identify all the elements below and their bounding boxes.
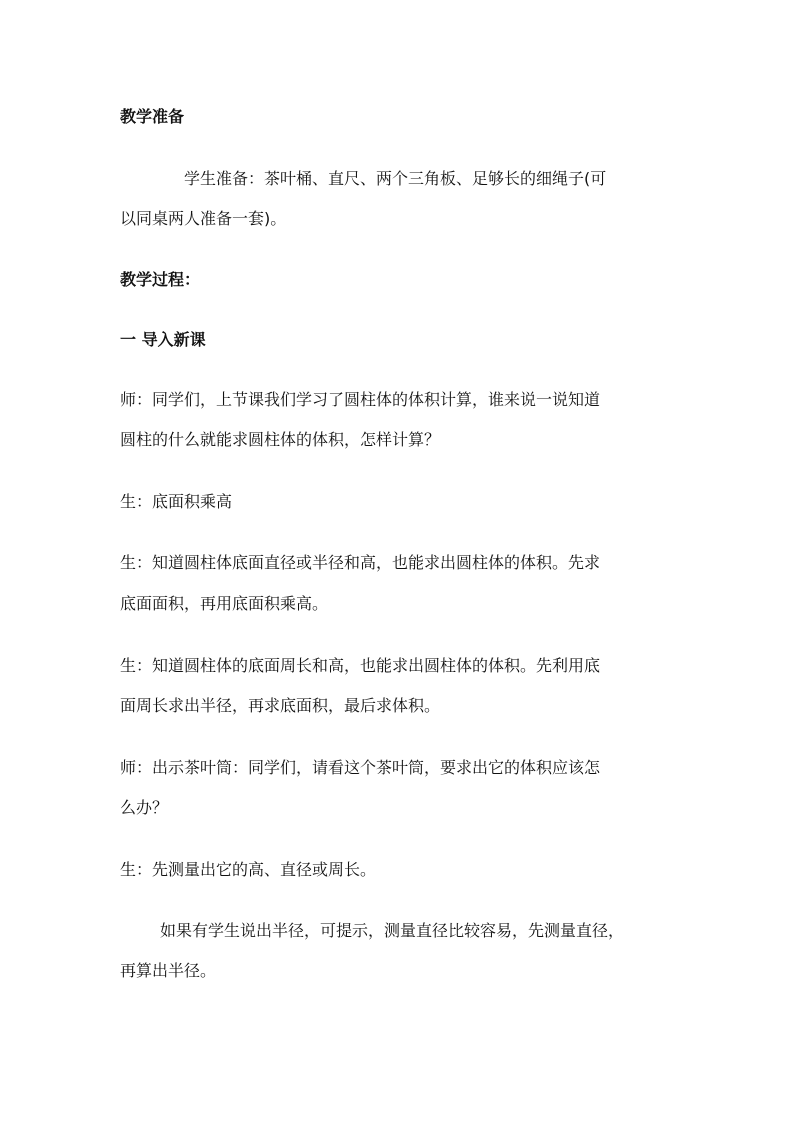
- paragraph-teacher-2-line-1: 师：出示茶叶筒：同学们，请看这个茶叶筒，要求出它的体积应该怎: [120, 758, 601, 777]
- paragraph-student-3-line-2: 面周长求出半径，再求底面积，最后求体积。: [120, 696, 441, 715]
- paragraph-teacher-1-line-1: 师：同学们，上节课我们学习了圆柱体的体积计算，谁来说一说知道: [120, 390, 601, 409]
- section-heading-intro: 一 导入新课: [120, 330, 206, 349]
- paragraph-student-2-line-1: 生：知道圆柱体底面直径或半径和高，也能求出圆柱体的体积。先求: [120, 553, 601, 572]
- prep-text-line-1: 学生准备：茶叶桶、直尺、两个三角板、足够长的细绳子(可: [184, 169, 607, 188]
- paragraph-student-2-line-2: 底面面积，再用底面积乘高。: [120, 594, 329, 613]
- prep-text-line-2: 以同桌两人准备一套)。: [120, 209, 287, 228]
- paragraph-student-4-line-1: 生：先测量出它的高、直径或周长。: [120, 860, 377, 879]
- paragraph-student-1-line-1: 生：底面积乘高: [120, 492, 233, 511]
- paragraph-student-3-line-1: 生：知道圆柱体的底面周长和高，也能求出圆柱体的体积。先利用底: [120, 656, 601, 675]
- heading-teaching-process: 教学过程：: [120, 270, 201, 289]
- paragraph-teacher-2-line-2: 么办？: [120, 798, 169, 817]
- heading-teaching-preparation: 教学准备: [120, 107, 185, 126]
- paragraph-note-line-2: 再算出半径。: [120, 961, 217, 980]
- paragraph-note-line-1: 如果有学生说出半径，可提示，测量直径比较容易，先测量直径，: [160, 921, 625, 940]
- paragraph-teacher-1-line-2: 圆柱的什么就能求圆柱体的体积，怎样计算？: [120, 430, 441, 449]
